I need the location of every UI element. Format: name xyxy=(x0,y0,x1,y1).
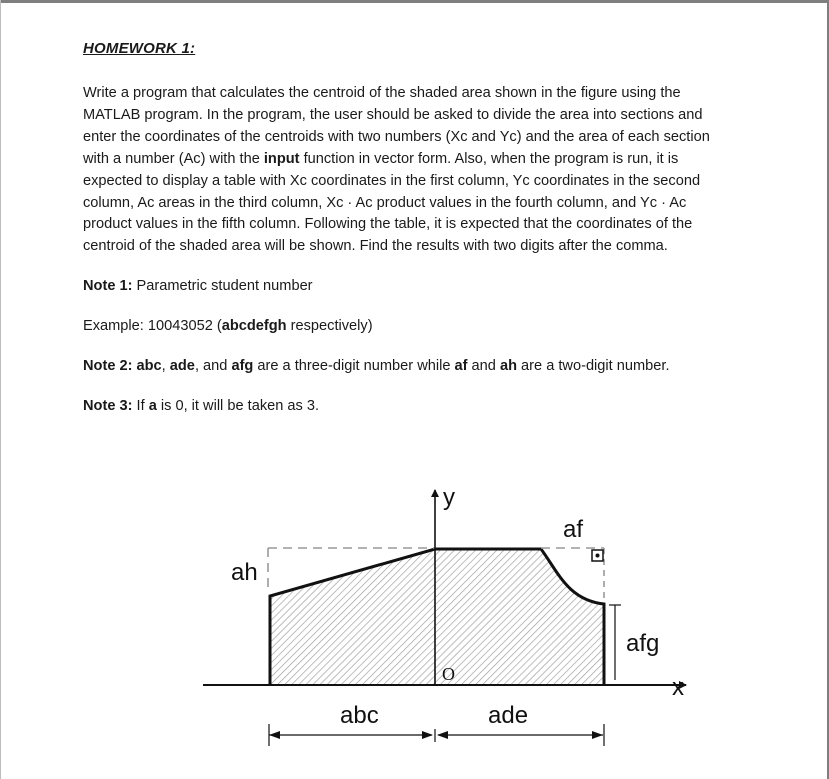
text-line: MATLAB program. In the program, the user should be asked to divide the area into sections and xyxy=(83,106,703,123)
centroid-figure xyxy=(0,470,829,779)
text-line: column, Ac areas in the third column, Xc · Ac product values in the fourth column, and Yc · Ac xyxy=(83,194,687,211)
text-line: centroid of the shaded area will be shown. Find the results with two digits after the comma. xyxy=(83,238,668,255)
arrow-middle-right xyxy=(437,731,448,739)
page-title: HOMEWORK 1: xyxy=(83,40,196,57)
centroid-dot xyxy=(596,554,600,558)
ade-label: ade xyxy=(488,702,529,729)
y-axis-label: y xyxy=(443,484,455,511)
text-line: enter the coordinates of the centroids with two numbers (Xc and Yc) and the area of each section xyxy=(83,128,710,145)
af-label: af xyxy=(563,516,584,543)
arrow-right-end xyxy=(592,731,603,739)
abc-label: abc xyxy=(340,702,379,729)
ah-label: ah xyxy=(231,559,258,586)
text-line: Write a program that calculates the centroid of the shaded area shown in the figure using the xyxy=(83,85,681,101)
arrow-left-end xyxy=(269,731,280,739)
x-axis-label: x xyxy=(672,674,684,701)
assignment-text xyxy=(83,83,799,258)
note-1: Note 1: Parametric student number xyxy=(83,278,313,294)
text-line: product values in the fifth column. Following the table, it is expected that the coordinates of the xyxy=(83,216,693,233)
example-line: Example: 10043052 (abcdefgh respectively) xyxy=(83,318,373,334)
text-line: expected to display a table with Xc coordinates in the first column, Yc coordinates in the second xyxy=(83,172,701,189)
afg-label: afg xyxy=(626,630,660,657)
top-border xyxy=(0,0,829,3)
note-2: Note 2: abc, ade, and afg are a three-digit number while af and ah are a two-digit number. xyxy=(83,358,670,374)
arrow-middle-left xyxy=(422,731,433,739)
origin-label: O xyxy=(442,664,455,684)
text-line: with a number (Ac) with the input function in vector form. Also, when the program is run, it is xyxy=(83,150,679,167)
note-3: Note 3: If a is 0, it will be taken as 3. xyxy=(83,398,320,414)
